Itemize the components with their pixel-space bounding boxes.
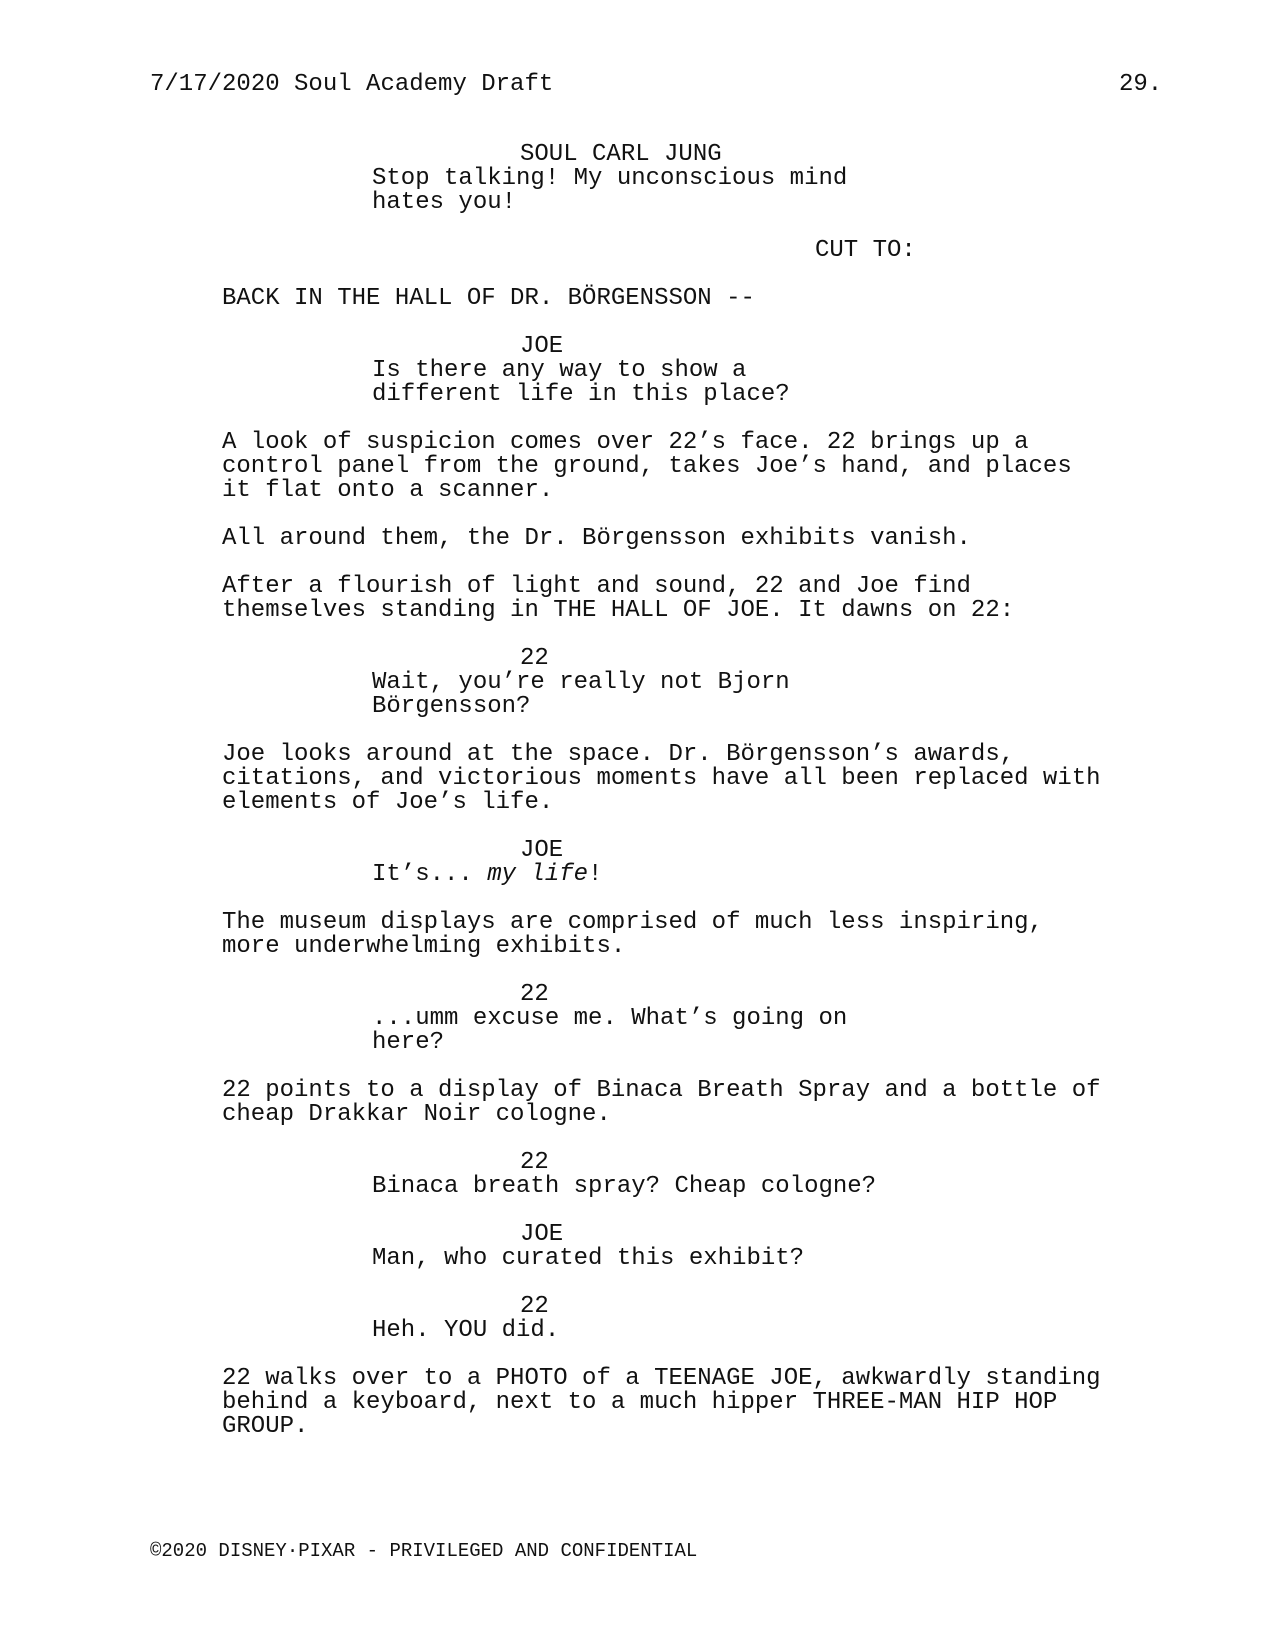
character-name: JOE bbox=[520, 837, 564, 864]
action-line: behind a keyboard, next to a much hipper THREE-MAN HIP HOP bbox=[222, 1389, 1058, 1416]
dialogue-line: Is there any way to show a bbox=[372, 357, 747, 384]
action-line: A look of suspicion comes over 22’s face. 22 brings up a bbox=[222, 429, 1029, 456]
action-line: elements of Joe’s life. bbox=[222, 789, 554, 816]
action-line: After a flourish of light and sound, 22 and Joe find bbox=[222, 573, 971, 600]
confidential-footer: ©2020 DISNEY·PIXAR - PRIVILEGED AND CONFIDENTIAL bbox=[150, 1540, 698, 1562]
dialogue-tail: ! bbox=[588, 861, 603, 888]
dialogue-line: here? bbox=[372, 1029, 445, 1056]
dialogue-line: hates you! bbox=[372, 189, 517, 216]
character-name: 22 bbox=[520, 1149, 549, 1176]
action-line: more underwhelming exhibits. bbox=[222, 933, 626, 960]
dialogue-line: Heh. YOU did. bbox=[372, 1317, 560, 1344]
dialogue-line: ...umm excuse me. What’s going on bbox=[372, 1005, 848, 1032]
scene-heading: BACK IN THE HALL OF DR. BÖRGENSSON -- bbox=[222, 285, 755, 312]
dialogue-line: different life in this place? bbox=[372, 381, 790, 408]
character-name: JOE bbox=[520, 1221, 564, 1248]
action-line: Joe looks around at the space. Dr. Börgensson’s awards, bbox=[222, 741, 1015, 768]
dialogue-plain: It’s... bbox=[372, 861, 488, 888]
action-line: GROUP. bbox=[222, 1413, 309, 1440]
action-line: 22 points to a display of Binaca Breath Spray and a bottle of bbox=[222, 1077, 1101, 1104]
page-number: 29. bbox=[1119, 71, 1163, 98]
action-line: 22 walks over to a PHOTO of a TEENAGE JOE, awkwardly standing bbox=[222, 1365, 1101, 1392]
transition: CUT TO: bbox=[815, 237, 916, 264]
character-name: JOE bbox=[520, 333, 564, 360]
dialogue-line: Binaca breath spray? Cheap cologne? bbox=[372, 1173, 877, 1200]
action-line: themselves standing in THE HALL OF JOE. It dawns on 22: bbox=[222, 597, 1015, 624]
character-name: SOUL CARL JUNG bbox=[520, 141, 722, 168]
action-line: citations, and victorious moments have all been replaced with bbox=[222, 765, 1101, 792]
character-name: 22 bbox=[520, 1293, 549, 1320]
dialogue-line bbox=[372, 863, 1272, 887]
action-line: it flat onto a scanner. bbox=[222, 477, 554, 504]
action-line: All around them, the Dr. Börgensson exhibits vanish. bbox=[222, 525, 971, 552]
character-name: 22 bbox=[520, 981, 549, 1008]
dialogue-line: Börgensson? bbox=[372, 693, 531, 720]
character-name: 22 bbox=[520, 645, 549, 672]
action-line: The museum displays are comprised of much less inspiring, bbox=[222, 909, 1043, 936]
dialogue-line: Man, who curated this exhibit? bbox=[372, 1245, 805, 1272]
dialogue-line: Wait, you’re really not Bjorn bbox=[372, 669, 790, 696]
action-line: control panel from the ground, takes Joe’s hand, and places bbox=[222, 453, 1072, 480]
draft-header: 7/17/2020 Soul Academy Draft bbox=[150, 71, 554, 98]
dialogue-italic: my life bbox=[487, 861, 589, 888]
action-line: cheap Drakkar Noir cologne. bbox=[222, 1101, 611, 1128]
dialogue-line: Stop talking! My unconscious mind bbox=[372, 165, 848, 192]
